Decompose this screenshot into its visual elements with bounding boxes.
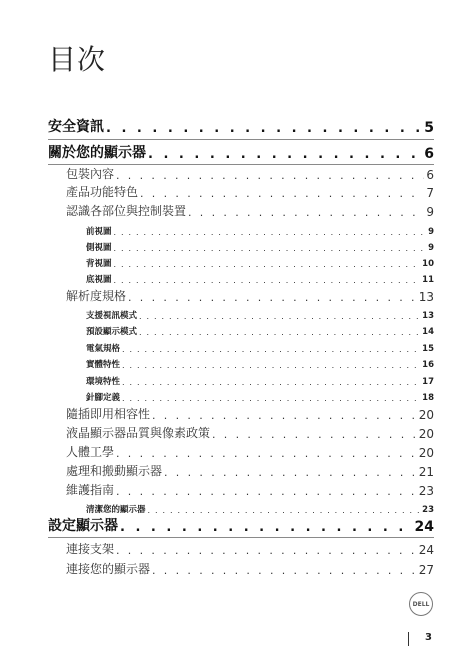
toc-entry-page: 18 [422,393,434,403]
dot-leader [212,428,417,441]
toc-entry-page: 23 [422,505,434,515]
toc-entry[interactable] [66,203,434,219]
toc-entry[interactable] [86,356,434,370]
toc-entry-label: 底視圖 [86,275,112,285]
toc-entry-label: 背視圖 [86,259,112,269]
dot-leader [148,147,422,162]
dot-leader [139,312,420,321]
dot-leader [122,394,420,403]
dot-leader [116,169,424,182]
toc-entry-label: 實體特性 [86,360,121,370]
toc-entry-label: 液晶顯示器品質與像素政策 [66,426,211,440]
page-title: 目次 [48,43,107,76]
toc-entry-label: 電氣規格 [86,344,121,354]
toc-entry-label: 連接支架 [66,542,115,556]
toc-entry[interactable] [86,373,434,387]
dot-leader [152,564,417,577]
toc-entry-page: 14 [422,327,434,337]
dot-leader [114,276,421,285]
page-number: 3 [425,632,432,643]
toc-entry-page: 21 [418,465,434,479]
toc-entry-label: 設定顯示器 [48,518,118,534]
toc-entry[interactable] [66,444,434,460]
toc-entry[interactable] [66,561,434,577]
section-rule [48,164,434,165]
dot-leader [128,291,417,304]
toc-entry-label: 針腳定義 [86,393,121,403]
toc-entry[interactable] [66,541,434,557]
toc-entry-page: 9 [428,243,434,253]
toc-entry-page: 24 [414,519,434,535]
toc-entry-label: 關於您的顯示器 [48,145,146,161]
toc-entry-label: 認識各部位與控制裝置 [66,204,187,218]
toc-entry[interactable] [66,166,434,182]
toc-entry-label: 連接您的顯示器 [66,562,151,576]
toc-entry-page: 7 [426,186,434,200]
toc-entry-label: 支援視訊模式 [86,311,138,321]
toc-entry-label: 處理和搬動顯示器 [66,464,163,478]
toc-entry-page: 24 [418,543,434,557]
page-number-divider [408,632,409,646]
toc-entry-page: 23 [418,484,434,498]
toc-entry-label: 預設顯示模式 [86,327,138,337]
dot-leader [122,361,420,370]
toc-entry-page: 11 [422,275,434,285]
toc-entry[interactable] [86,255,434,269]
toc-entry[interactable] [86,271,434,285]
dot-leader [114,244,427,253]
toc-entry-label: 包裝內容 [66,167,115,181]
dot-leader [114,260,421,269]
toc-entry-label: 隨插即用相容性 [66,407,151,421]
toc-entry-label: 前視圖 [86,227,112,237]
toc-entry-label: 人體工學 [66,445,115,459]
toc-entry-label: 解析度規格 [66,289,127,303]
toc-entry-page: 10 [422,259,434,269]
toc-entry-page: 6 [424,146,434,162]
toc-entry[interactable] [86,223,434,237]
toc-entry[interactable] [48,144,434,162]
toc-entry[interactable] [66,288,434,304]
dot-leader [188,206,424,219]
toc-entry[interactable] [86,389,434,403]
toc-entry-label: 清潔您的顯示器 [86,505,146,515]
toc-entry-page: 9 [426,205,434,219]
toc-entry-page: 17 [422,377,434,387]
toc-entry[interactable] [48,517,434,535]
toc-entry-label: 安全資訊 [48,119,104,135]
toc-entry-page: 6 [426,168,434,182]
toc-entry[interactable] [86,307,434,321]
dot-leader [122,345,420,354]
toc-entry[interactable] [86,239,434,253]
toc-entry-page: 20 [418,408,434,422]
toc-entry-label: 產品功能特色 [66,185,139,199]
dot-leader [106,121,422,136]
toc-entry-page: 5 [424,120,434,136]
dot-leader [164,466,417,479]
dot-leader [148,506,421,515]
toc-entry-page: 20 [418,446,434,460]
toc-entry[interactable] [66,406,434,422]
toc-entry-page: 9 [428,227,434,237]
dot-leader [120,520,413,535]
toc-entry-page: 20 [418,427,434,441]
toc-entry-label: 維護指南 [66,483,115,497]
toc-entry-page: 13 [422,311,434,321]
dot-leader [152,409,417,422]
toc-entry[interactable] [66,482,434,498]
toc-entry-label: 環境特性 [86,377,121,387]
toc-entry[interactable] [86,501,434,515]
dot-leader [139,328,420,337]
toc-entry[interactable] [66,425,434,441]
toc-entry[interactable] [48,118,434,136]
toc-entry[interactable] [66,184,434,200]
dot-leader [140,187,424,200]
toc-entry[interactable] [86,323,434,337]
dot-leader [122,378,420,387]
dot-leader [116,544,417,557]
toc-entry-label: 側視圖 [86,243,112,253]
dell-logo: DELL [409,592,433,616]
toc-entry[interactable] [66,463,434,479]
toc-entry-page: 15 [422,344,434,354]
section-rule [48,537,434,538]
toc-entry-page: 13 [418,290,434,304]
dot-leader [116,485,417,498]
section-rule [48,139,434,140]
dot-leader [114,228,427,237]
toc-entry-page: 16 [422,360,434,370]
dot-leader [116,447,417,460]
toc-entry-page: 27 [418,563,434,577]
toc-entry[interactable] [86,340,434,354]
